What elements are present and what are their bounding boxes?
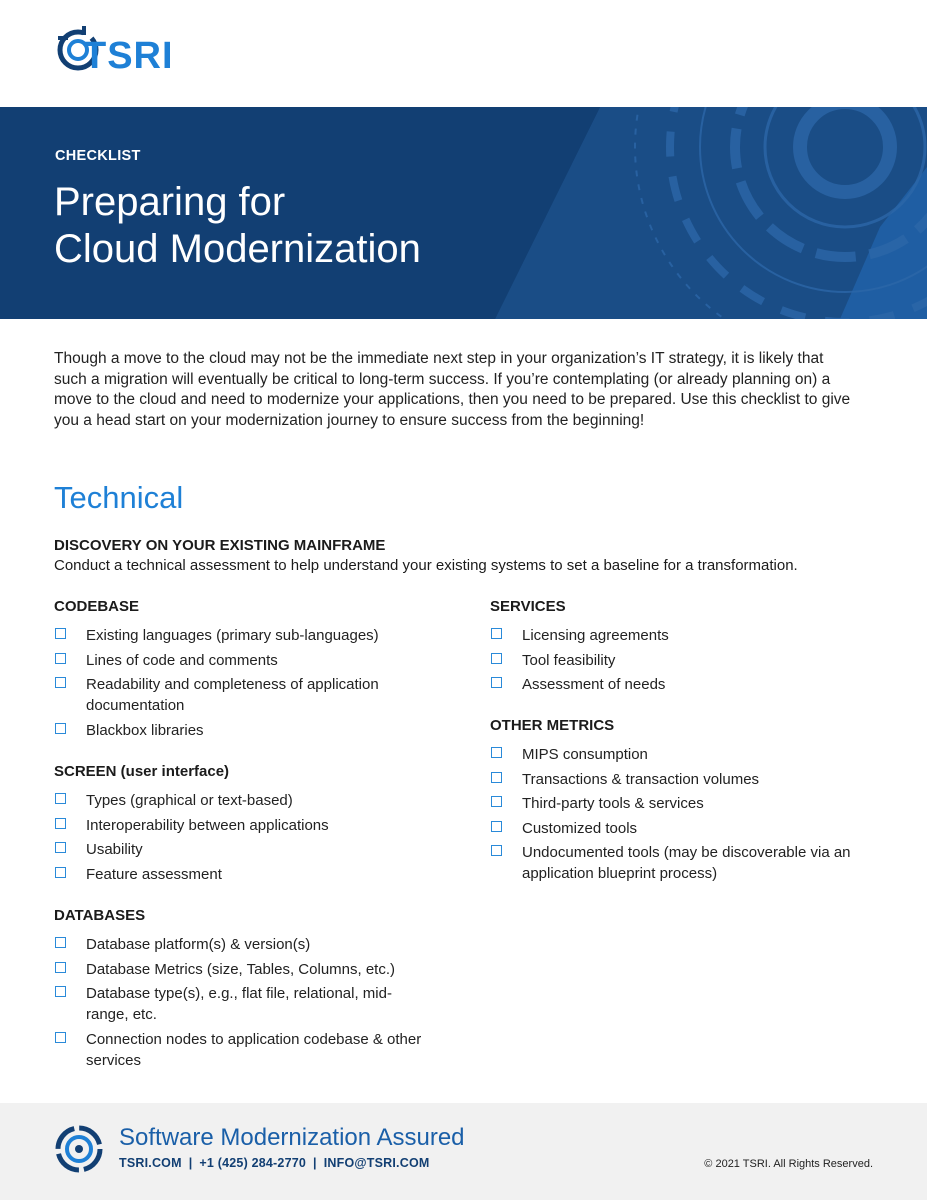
checkbox[interactable]	[55, 842, 66, 853]
checkbox[interactable]	[55, 793, 66, 804]
copyright: © 2021 TSRI. All Rights Reserved.	[704, 1158, 873, 1170]
checklist-item	[490, 769, 870, 790]
item-label: Types (graphical or text-based)	[86, 792, 293, 809]
footer	[0, 1103, 927, 1200]
item-label: Existing languages (primary sub-languages)	[86, 627, 379, 644]
checklist-item	[54, 959, 434, 980]
item-label: Interoperability between applications	[86, 816, 329, 834]
section-heading: Technical	[54, 480, 184, 515]
checklist-item	[490, 793, 870, 814]
item-label: Blackbox libraries	[86, 721, 204, 739]
checkbox[interactable]	[491, 677, 502, 688]
checklist-item	[54, 864, 434, 885]
checkbox[interactable]	[55, 867, 66, 878]
item-label: Database platform(s) & version(s)	[86, 936, 311, 953]
group-heading: SCREEN (user interface)	[54, 763, 230, 780]
codebase-group	[54, 598, 434, 744]
checkbox[interactable]	[55, 1032, 66, 1043]
checklist-item	[54, 650, 434, 671]
separator: |	[188, 1156, 193, 1170]
item-label: Assessment of needs	[522, 676, 666, 693]
footer-contact	[119, 1156, 430, 1170]
checkbox[interactable]	[491, 772, 502, 783]
checkbox[interactable]	[55, 653, 66, 664]
item-label: Connection nodes to application codebase & other services	[86, 1030, 422, 1069]
email-link[interactable]: INFO@TSRI.COM	[323, 1156, 430, 1170]
checklist-item	[490, 625, 870, 646]
group-heading: CODEBASE	[54, 598, 140, 615]
checklist-item	[54, 815, 434, 836]
checklist-item	[490, 744, 870, 765]
group-heading: OTHER METRICS	[490, 717, 615, 734]
separator: |	[313, 1156, 317, 1170]
checklist-item	[54, 934, 434, 955]
checkbox[interactable]	[55, 818, 66, 829]
checklist-item	[54, 625, 434, 646]
item-label: Customized tools	[522, 819, 638, 837]
checkbox[interactable]	[55, 677, 66, 688]
checklist-item	[54, 790, 434, 811]
tsri-emblem-icon	[54, 1124, 104, 1174]
checkbox[interactable]	[491, 747, 502, 758]
checkbox[interactable]	[55, 628, 66, 639]
title-line-1: Preparing for	[54, 180, 286, 224]
item-label: Lines of code and comments	[86, 651, 278, 669]
checkbox[interactable]	[491, 653, 502, 664]
checkbox[interactable]	[55, 723, 66, 734]
checklist-item	[490, 674, 870, 695]
checkbox[interactable]	[55, 937, 66, 948]
checklist-item	[490, 650, 870, 671]
banner-eyebrow: CHECKLIST	[55, 148, 141, 164]
item-label: Readability and completeness of application documentation	[86, 676, 379, 714]
item-label: Licensing agreements	[522, 627, 669, 644]
phone-link[interactable]: +1 (425) 284-2770	[199, 1156, 307, 1170]
item-label: Database type(s), e.g., flat file, relational, mid-range, etc.	[86, 985, 392, 1023]
checklist-item	[54, 674, 434, 716]
services-group	[490, 598, 870, 699]
checklist-item	[54, 839, 434, 860]
checkbox[interactable]	[491, 796, 502, 807]
discovery-text: Conduct a technical assessment to help understand your existing systems to set a baseline for a transformation.	[54, 557, 798, 574]
item-label: Feature assessment	[86, 865, 222, 883]
checklist-item	[490, 818, 870, 839]
intro-paragraph: Though a move to the cloud may not be the immediate next step in your organization’s IT strategy, it is likely that such a migration will eventually be critical to long-term success. If you’re contemplating (or already planning on) a move to the cloud and need to modernize your applications, then you need to be prepared. Use this checklist to give you a head start on your modernization journey to ensure success from the beginning!	[54, 350, 851, 429]
item-label: Undocumented tools (may be discoverable via an application blueprint process)	[522, 844, 851, 882]
checklist-item	[54, 720, 434, 741]
checkbox[interactable]	[55, 962, 66, 973]
header-banner	[0, 107, 927, 319]
item-label: Transactions & transaction volumes	[522, 770, 760, 788]
item-label: Third-party tools & services	[522, 795, 704, 812]
page-title	[54, 179, 421, 273]
item-label: Usability	[86, 841, 143, 858]
databases-group	[54, 907, 434, 1074]
other-metrics-group	[490, 717, 870, 888]
checkbox[interactable]	[491, 821, 502, 832]
logo-wordmark: TSRI	[83, 35, 174, 77]
checklist-item	[54, 1029, 436, 1071]
item-label: MIPS consumption	[522, 746, 648, 763]
footer-tagline: Software Modernization Assured	[119, 1124, 465, 1151]
checklist-item	[490, 842, 862, 884]
group-heading: SERVICES	[490, 598, 566, 615]
group-heading: DATABASES	[54, 907, 146, 924]
item-label: Tool feasibility	[522, 651, 616, 669]
checklist-item	[54, 983, 406, 1025]
title-line-2: Cloud Modernization	[54, 227, 421, 271]
website-link[interactable]: TSRI.COM	[119, 1156, 182, 1170]
item-label: Database Metrics (size, Tables, Columns, etc.)	[86, 960, 396, 978]
discovery-heading: DISCOVERY ON YOUR EXISTING MAINFRAME	[54, 537, 386, 554]
screen-group	[54, 763, 434, 888]
checkbox[interactable]	[55, 986, 66, 997]
checkbox[interactable]	[491, 845, 502, 856]
checkbox[interactable]	[491, 628, 502, 639]
